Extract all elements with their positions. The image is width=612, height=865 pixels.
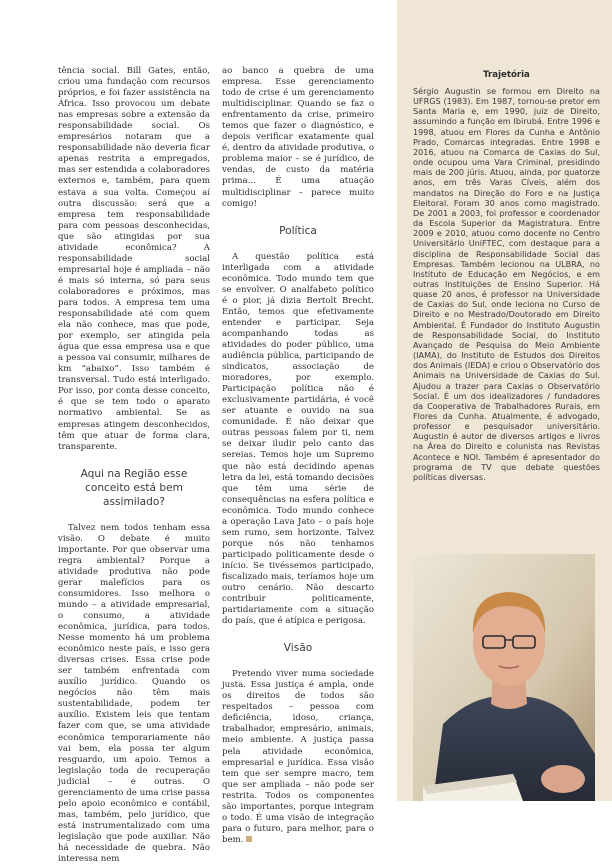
- bio-text: Sérgio Augustin se formou em Direito na UFRGS (1983). Em 1987, tornou-se pretor em Santa Maria e, em 1990, juiz de Direito, assumindo a função em Ibirubá. Entre 1996 e 1998, atuou em Flores da Cunha e Antônio Prado, Comarcas integradas. Entre 1998 e 2016, atuou na Comarca de Caxias do Sul, onde ocupou uma Vara Criminal, presidindo mais de 200 júris. Atuou, ainda, por quatorze anos, em três Varas Cíveis, além dos mandatos na Direção do Foro e na Justiça Eleitoral. Foram 30 anos como magistrado. De 2001 a 2003, foi professor e coordenador da Escola Superior da Magistratura. Entre 2009 e 2010, atuou como docente no Centro Universitário UniFTEC, com destaque para a disciplina de Responsabilidade Social das Empresas. Também lecionou na ULBRA, no Instituto de Educação em Negócios, e em outras Instituições de Ensino Superior. Há quase 20 anos, é professor na Universidade de Caxias do Sul, onde leciona no Curso de Direito e no Mestrado/Doutorado em Direito Ambiental. É Fundador do Instituto Augustin de Responsabilidade Social, do Instituto Avançado de Pesquisa do Meio Ambiente (IAMA), do Instituto de Estudos dos Direitos dos Animais (IEDA) e criou o Observatório dos Animais na Universidade de Caxias do Sul. Ajudou a trazer para Caxias o Observatório Social. É um dos idealizadores / fundadores da Cooperativa de Trabalhadores Rurais, em Flores da Cunha. Atualmente, é advogado, professor e pesquisador universitário. Augustin é autor de diversos artigos e livros na Área do Direito e colunista nas Revistas Acontece e NOI. Também é apresentador do programa de TV que debate questões políticas diversas.: [413, 86, 600, 482]
- article-paragraph: A questão política está interligada com a atividade econômica. Todo mundo tem que se envolver. O analfabeto político é o pior, já dizia Bertolt Brecht. Então, temos que efetivamente entender e participar. Seja acompanhando todas as atividades do poder público, uma audiência pública, participando de sindicatos, associação de moradores, por exemplo. Participação política não é exclusivamente partidária, é você ser atuante e ouvido na sua comunidade. É não deixar que outras pessoas falem por ti, nem se deixar iludir pelo canto das sereias. Temos hoje um Supremo que não está decidindo apenas letra da lei, está tomando decisões que têm uma série de consequências na esfera política e econômica. Todo mundo conhece a operação Lava Jato – o país hoje sem rumo, sem horizonte. Talvez porque nós não tenhamos participado politicamente desde o início. Se tivéssemos participado, fiscalizado mais, teríamos hoje um outro cenário. Não descarto contribuir politicamente, partidariamente com a situação do país, que é atípica e perigosa.: [222, 251, 374, 627]
- article-paragraph: ao banco a quebra de uma empresa. Esse gerenciamento todo de crise é um gerenciamento multidisciplinar. Quando se faz o enfrentamento da crise, primeiro temos que fazer o diagnóstico, e depois verificar exatamente qual é, dentro da atividade produtiva, o problema maior – se é jurídico, de vendas, de custo da matéria prima... É uma atuação multidisciplinar – parece muito comigo!: [222, 66, 374, 209]
- author-photo: [413, 554, 595, 801]
- bio-box: [413, 70, 600, 482]
- article-column-1: [58, 66, 210, 865]
- end-of-article-mark: [246, 836, 252, 842]
- article-paragraph: Talvez nem todos tenham essa visão. O debate é muito importante. Por que observar uma regra ambiental? Porque a atividade produtiva não pode gerar malefícios para os consumidores. Isso melhora o mundo – a atividade empresarial, o consumo, a atividade econômica, jurídica, para todos. Nesse momento há um problema econômico neste país, e isso gera diversas crises. Essa crise pode ser também enfrentada com auxílio jurídico. Quando os negócios não têm mais sustentabilidade, podem ter auxílio. Existem leis que tentam fazer com que, se uma atividade econômica temporariamente não vai bem, ela possa ter algum resguardo, um apoio. Temos a legislação toda de recuperação judicial – e outras. O gerenciamento de uma crise passa pelo apoio econômico e contábil, mas, também, pelo jurídico, que está instrumentalizado com uma legislação que pode auxiliar. Não há necessidade de quebra. Não interessa nem: [58, 522, 210, 865]
- article-paragraph-text: Pretendo viver numa sociedade justa. Essa justiça é ampla, onde os direitos de todos são respeitados – pessoa com deficiência, idoso, criança, trabalhador, empresário, animais, meio ambiente. A justiça passa pela atividade econômica, empresarial e jurídica. Essa visão tem que ser sempre macro, tem que ser ampliada – não pode ser restrita. Todos os componentes são importantes, porque integram o todo. É uma visão de integração para o futuro, para melhor, para o bem.: [222, 669, 374, 845]
- section-heading-regiao: Aqui na Região esse conceito está bem assimilado?: [80, 467, 188, 508]
- author-photo-illustration: [413, 554, 595, 801]
- sidebar-title: Trajetória: [483, 70, 530, 80]
- section-heading-visao: Visão: [283, 642, 313, 655]
- section-heading-politica: Política: [279, 224, 317, 237]
- article-paragraph-final: [222, 669, 374, 846]
- sidebar-trajetoria: [397, 0, 612, 801]
- article-paragraph: tência social. Bill Gates, então, criou uma fundação com recursos próprios, e foi fazer assistência na África. Isso provocou um debate nas empresas sobre a extensão da responsabilidade social. Os empresários notaram que a responsabilidade não deveria ficar apenas restrita a empregados, mas ser estendida a colaboradores externos e, também, para quem estava a sua volta. Começou aí outra discussão: será que a empresa tem responsabilidade para com pessoas desconhecidas, que são atingidas por sua atividade econômica? A responsabilidade social empresarial hoje é ampliada – não é mais só interna, só para seus colaboradores e próximos, mas para todos. A empresa tem uma responsabilidade até com quem ela não conhece, mas que pode, por exemplo, ser atingida pela água que essa empresa usa e que a pessoa vai consumir, milhares de km “abaixo”. Isso também é transversal. Tudo está interligado. Por isso, por conta desse conceito, é que se tem todo o aparato normativo ambiental. Se as empresas atingem desconhecidos, têm que atuar de forma clara, transparente.: [58, 66, 210, 452]
- article-column-2: [222, 66, 374, 846]
